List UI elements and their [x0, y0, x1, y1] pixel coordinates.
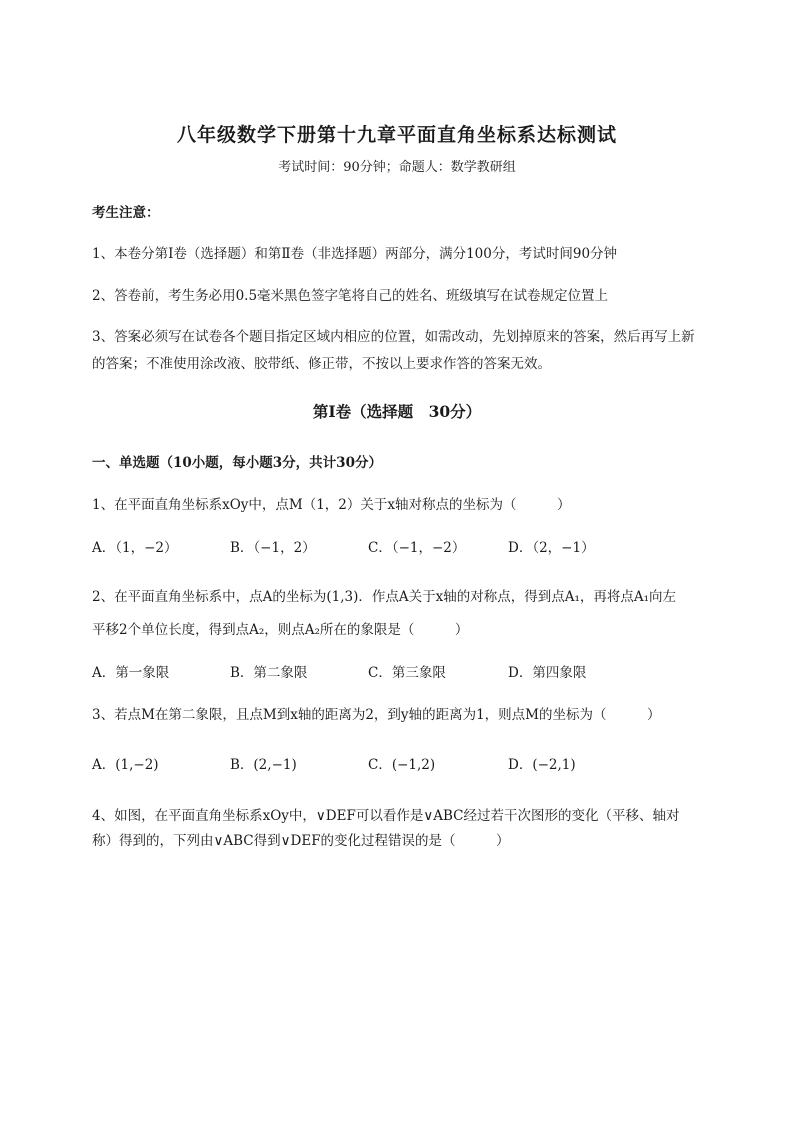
notice-item-3: 3、答案必须写在试卷各个题目指定区域内相应的位置，如需改动，先划掉原来的答案，然后再写上新 — [92, 329, 695, 345]
page-title: 八年级数学下册第十九章平面直角坐标系达标测试 — [176, 124, 617, 146]
question-3-stem: 3、若点M在第二象限，且点M到x轴的距离为2，到y轴的距离为1，则点M的坐标为（ ） — [92, 707, 661, 723]
question-2-option-c: C．第三象限 — [368, 665, 446, 681]
question-3-option-b: B．(2,−1) — [230, 757, 297, 773]
question-4-stem-line2: 称）得到的，下列由∨ABC得到∨DEF的变化过程错误的是（ ） — [92, 833, 510, 849]
question-2-stem-line1: 2、在平面直角坐标系中，点A的坐标为(1,3)．作点A关于x轴的对称点，得到点A₁，再将点A₁向左 — [92, 589, 677, 605]
question-3-option-c: C．(−1,2) — [368, 757, 436, 773]
question-3-option-d: D．(−2,1) — [508, 757, 576, 773]
question-2-option-b: B．第二象限 — [230, 665, 308, 681]
notice-item-2: 2、答卷前，考生务必用0.5毫米黑色签字笔将自己的姓名、班级填写在试卷规定位置上 — [92, 288, 609, 304]
question-4-stem-line1: 4、如图，在平面直角坐标系xOy中，∨DEF可以看作是∨ABC经过若干次图形的变化（平移、轴对 — [92, 808, 680, 824]
exam-info: 考试时间：90分钟；命题人：数学教研组 — [278, 160, 516, 175]
question-1-stem: 1、在平面直角坐标系xOy中，点M（1，2）关于x轴对称点的坐标为（ ） — [92, 497, 571, 513]
question-2-option-a: A．第一象限 — [92, 665, 170, 681]
section-title: 第Ⅰ卷（选择题 30分） — [312, 402, 482, 421]
question-1-option-c: C．（−1，−2） — [368, 540, 466, 556]
question-1-option-d: D．（2，−1） — [508, 540, 595, 556]
question-1-option-b: B．（−1，2） — [230, 540, 316, 556]
question-3-option-a: A．(1,−2) — [92, 757, 159, 773]
notice-item-3-cont: 的答案；不准使用涂改液、胶带纸、修正带，不按以上要求作答的答案无效。 — [92, 356, 551, 372]
question-1-option-a: A．（1，−2） — [92, 540, 178, 556]
notice-item-1: 1、本卷分第Ⅰ卷（选择题）和第Ⅱ卷（非选择题）两部分，满分100分，考试时间90分钟 — [92, 246, 618, 262]
part-heading: 一、单选题（10小题，每小题3分，共计30分） — [92, 455, 382, 471]
question-2-stem-line2: 平移2个单位长度，得到点A₂，则点A₂所在的象限是（ ） — [92, 622, 469, 638]
question-2-option-d: D．第四象限 — [508, 665, 587, 681]
notice-heading: 考生注意： — [92, 205, 160, 221]
